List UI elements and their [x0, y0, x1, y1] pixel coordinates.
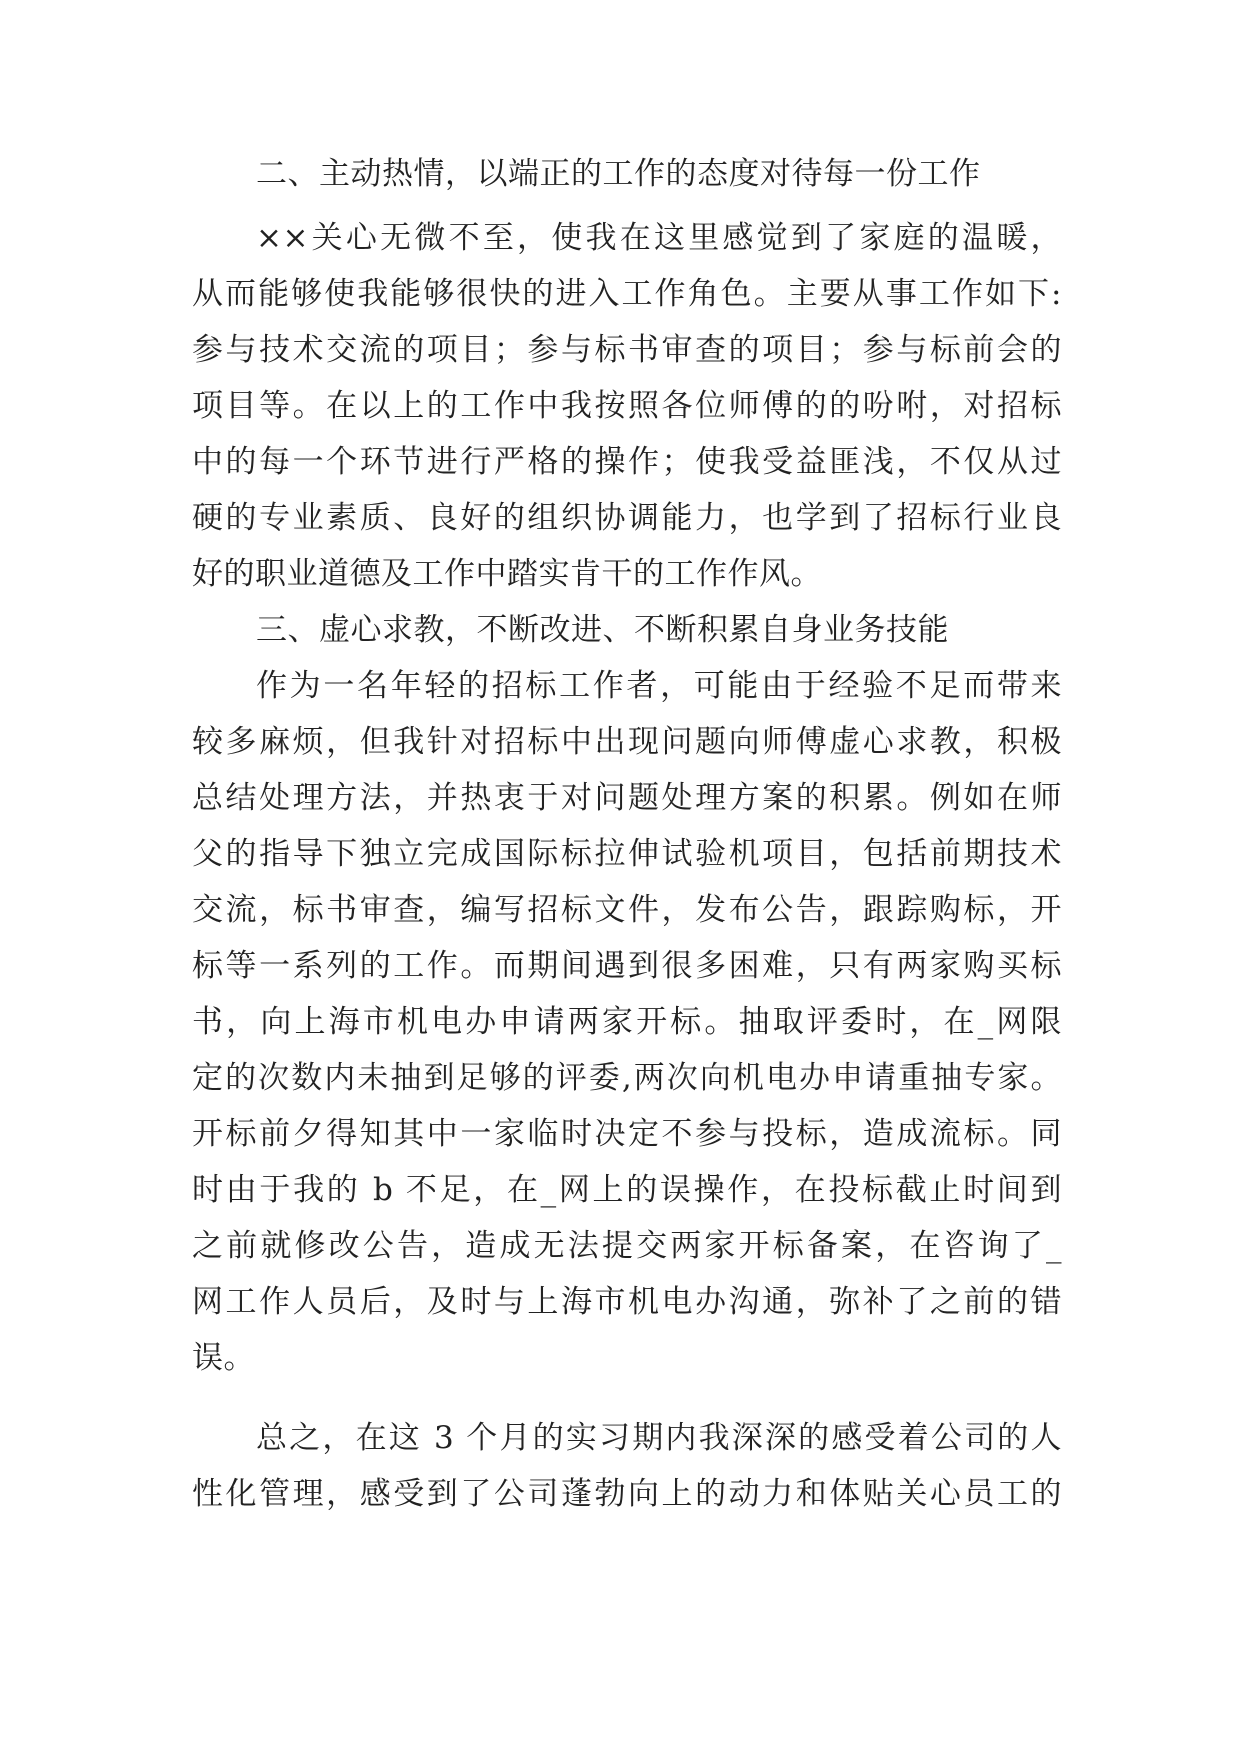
paragraph-line: 开标前夕得知其中一家临时决定不参与投标，造成流标。同 — [192, 1116, 1062, 1152]
paragraph-line: 标等一系列的工作。而期间遇到很多困难，只有两家购买标 — [192, 948, 1062, 984]
paragraph-line: 硬的专业素质、良好的组织协调能力，也学到了招标行业良 — [192, 500, 1062, 536]
paragraph-line: 之前就修改公告，造成无法提交两家开标备案，在咨询了_ — [192, 1228, 1062, 1264]
section-heading-2: 二、主动热情，以端正的工作的态度对待每一份工作 — [256, 156, 981, 192]
section-heading-3: 三、虚心求教，不断改进、不断积累自身业务技能 — [256, 612, 949, 648]
paragraph-line: 父的指导下独立完成国际标拉伸试验机项目，包括前期技术 — [192, 836, 1062, 872]
paragraph-line: 较多麻烦，但我针对招标中出现问题向师傅虚心求教，积极 — [192, 724, 1062, 760]
paragraph-line: 误。 — [192, 1340, 255, 1376]
paragraph-line: 时由于我的 b 不足，在_网上的误操作，在投标截止时间到 — [192, 1172, 1062, 1208]
paragraph-line: 网工作人员后，及时与上海市机电办沟通，弥补了之前的错 — [192, 1284, 1062, 1320]
paragraph-line: 书，向上海市机电办申请两家开标。抽取评委时，在_网限 — [192, 1004, 1062, 1040]
paragraph-line: 作为一名年轻的招标工作者，可能由于经验不足而带来 — [256, 668, 1062, 704]
paragraph-line: 中的每一个环节进行严格的操作；使我受益匪浅，不仅从过 — [192, 444, 1062, 480]
paragraph-line: 定的次数内未抽到足够的评委,两次向机电办申请重抽专家。 — [192, 1060, 1062, 1096]
paragraph-line: ××关心无微不至，使我在这里感觉到了家庭的温暖， — [256, 220, 1062, 256]
paragraph-line: 好的职业道德及工作中踏实肯干的工作作风。 — [192, 556, 822, 592]
paragraph-line: 项目等。在以上的工作中我按照各位师傅的的吩咐，对招标 — [192, 388, 1062, 424]
paragraph-line: 参与技术交流的项目；参与标书审查的项目；参与标前会的 — [192, 332, 1062, 368]
paragraph-line: 性化管理，感受到了公司蓬勃向上的动力和体贴关心员工的 — [192, 1476, 1062, 1512]
paragraph-line: 总结处理方法，并热衷于对问题处理方案的积累。例如在师 — [192, 780, 1062, 816]
paragraph-line: 从而能够使我能够很快的进入工作角色。主要从事工作如下: — [192, 276, 1062, 312]
paragraph-line: 交流，标书审查，编写招标文件，发布公告，跟踪购标，开 — [192, 892, 1062, 928]
paragraph-line: 总之，在这 3 个月的实习期内我深深的感受着公司的人 — [256, 1420, 1062, 1456]
